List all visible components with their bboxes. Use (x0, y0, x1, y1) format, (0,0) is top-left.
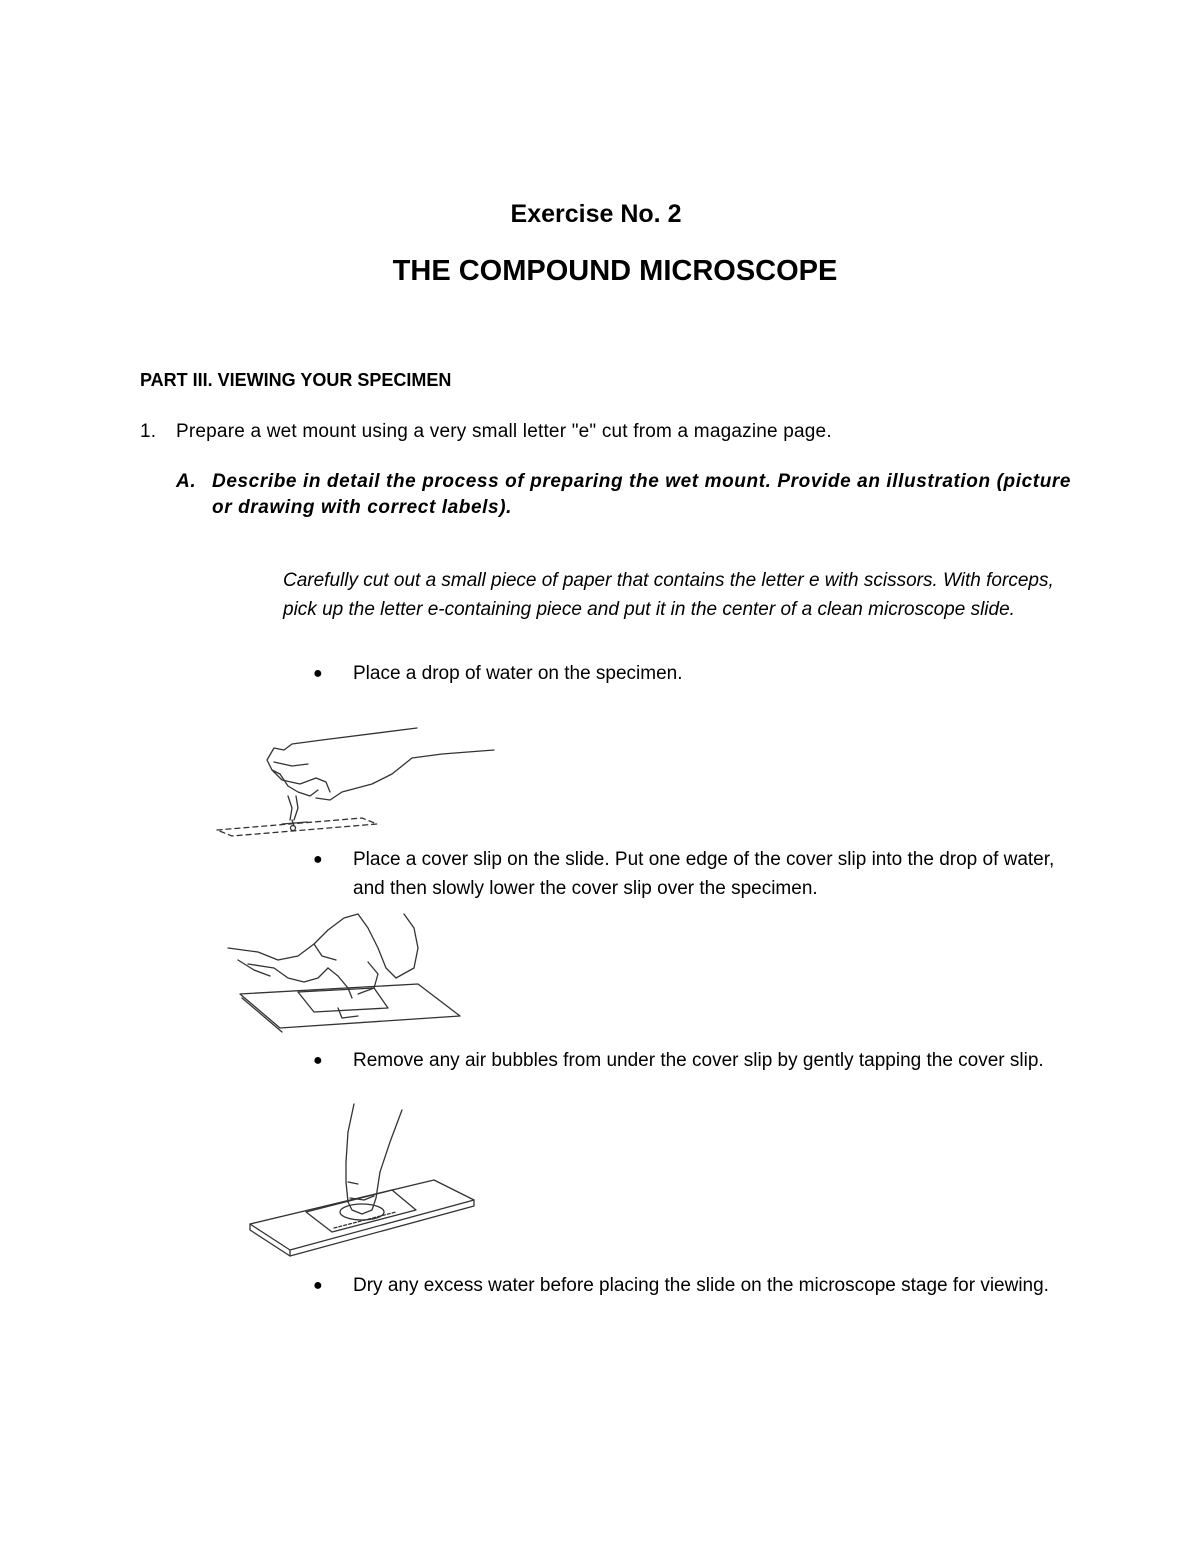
bullet-text: Remove any air bubbles from under the cover slip by gently tapping the cover slip. (353, 1050, 1044, 1071)
bullet-item (313, 846, 1073, 903)
sub-item-text: Describe in detail the process of preparing the wet mount. Provide an illustration (picture or drawing with correct labels). (212, 471, 1072, 518)
bullet-icon: ● (313, 1277, 323, 1294)
bullet-text: Dry any excess water before placing the slide on the microscope stage for viewing. (353, 1275, 1049, 1296)
sub-item-a (176, 469, 1076, 521)
sub-item-letter: A. (176, 471, 197, 492)
bullet-item (313, 1272, 1073, 1301)
bullet-item (313, 660, 1073, 689)
exercise-number-title: Exercise No. 2 (510, 200, 682, 228)
item-text: Prepare a wet mount using a very small letter "e" cut from a magazine page. (176, 421, 832, 442)
bullet-icon: ● (313, 851, 323, 868)
bullet-text: Place a drop of water on the specimen. (353, 663, 683, 684)
cover-slip-hand-illustration (218, 908, 468, 1036)
bullet-icon: ● (313, 1052, 323, 1069)
bullet-item (313, 1047, 1073, 1076)
finger-tapping-slide-illustration (246, 1102, 481, 1262)
answer-paragraph: Carefully cut out a small piece of paper that contains the letter e with scissors. With forceps, pick up the letter e-containing piece and put it in the center of a clean microscope slide. (283, 570, 1054, 620)
numbered-item-1 (140, 421, 832, 443)
bullet-text: Place a cover slip on the slide. Put one edge of the cover slip into the drop of water, and then slowly lower the cover slip over the specimen. (353, 849, 1055, 899)
bullet-icon: ● (313, 665, 323, 682)
document-title: THE COMPOUND MICROSCOPE (392, 255, 838, 287)
dropper-hand-illustration (212, 722, 502, 840)
part-heading: PART III. VIEWING YOUR SPECIMEN (140, 370, 452, 390)
item-number: 1. (140, 421, 157, 442)
